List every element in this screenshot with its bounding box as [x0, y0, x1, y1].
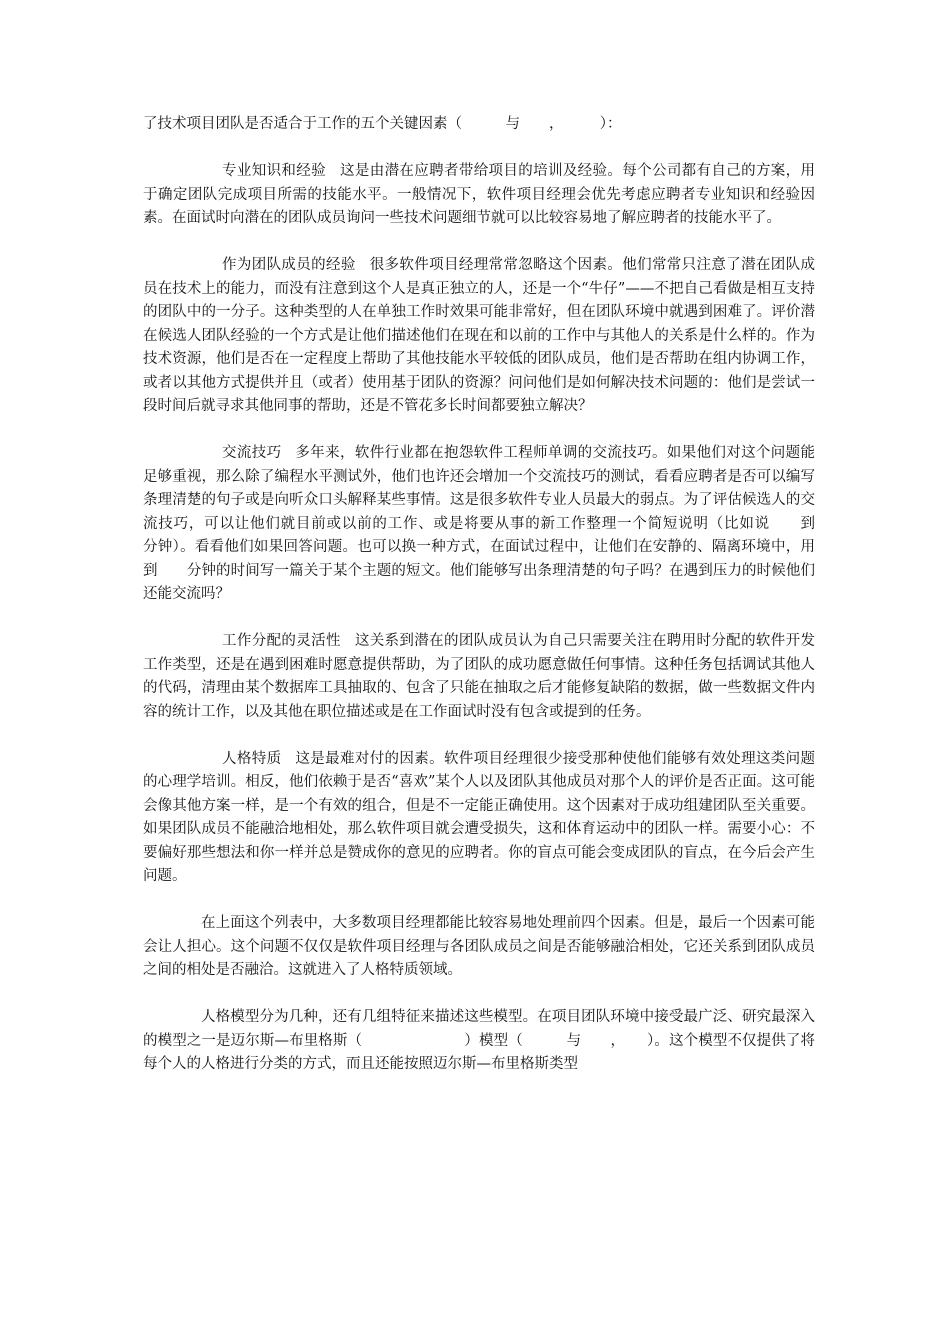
- factor-paragraph-personality: [143, 748, 815, 889]
- factor-paragraph-expertise: [143, 160, 815, 231]
- factor-text: 很多软件项目经理常常忽略这个因素。他们常常只注意了潜在团队成员在技术上的能力，而没有注意到这个人是真正独立的人，还是一个“牛仔”——不把自己看做是相互支持的团队中的一分子。这种类型的人在单独工作时效果可能非常好，但在团队环境中就遇到困难了。评价潜在候选人团队经验的一个方式是让他们描述他们在现在和以前的工作中与其他人的关系是什么样的。作为技术资源，他们是否在一定程度上帮助了其他技能水平较低的团队成员，他们是否帮助在组内协调工作，或者以其他方式提供并且（或者）使用基于团队的资源？问问他们是如何解决技术问题的：他们是尝试一段时间后就寻求其他同事的帮助，还是不管花多长时间都要独立解决？: [143, 257, 816, 414]
- factor-term: 交流技巧: [222, 445, 282, 461]
- factor-text: 这是最难对付的因素。软件项目经理很少接受那种使他们能够有效处理这类问题的心理学培训。相反，他们依赖于是否“喜欢”某个人以及团队其他成员对那个人的评价是否正面。这可能会像其他方案一样，是一个有效的组合，但是不一定能正确使用。这个因素对于成功组建团队至关重要。如果团队成员不能融洽地相处，那么软件项目就会遭受损失，这和体育运动中的团队一样。需要小心：不要偏好那些想法和你一样并总是赞成你的意见的应聘者。你的盲点可能会变成团队的盲点，在今后会产生问题。: [143, 750, 815, 884]
- factor-text: 多年来，软件行业都在抱怨软件工程师单调的交流技巧。如果他们对这个问题能足够重视，那么除了编程水平测试外，他们也许还会增加一个交流技巧的测试，看看应聘者是否可以编写条理清楚的句子或是向听众口头解释某些事情。这是很多软件专业人员最大的弱点。为了评估候选人的交流技巧，可以让他们就目前或以前的工作、或是将要从事的新工作整理一个简短说明（比如说 到 分钟）。看看他们如果回答问题。也可以换一种方式，在面试过程中，让他们在安静的、隔离环境中，用 到 分钟的时间写一篇关于某个主题的短文。他们能够写出条理清楚的句子吗？在遇到压力的时候他们还能交流吗？: [143, 445, 844, 602]
- closing-paragraph: 人格模型分为几种，还有几组特征来描述这些模型。在项目团队环境中接受最广泛、研究最深入的模型之一是迈尔斯—布里格斯（ ）模型（ 与 ， ）。这个模型不仅提供了将每个人的人格进行分类的方式，而且还能按照迈尔斯—布里格斯类型: [143, 1009, 815, 1072]
- document-body: [143, 113, 844, 1100]
- factor-paragraph-communication: [143, 442, 844, 607]
- factor-term: 人格特质: [222, 750, 282, 767]
- factor-text: 这是由潜在应聘者带给项目的培训及经验。每个公司都有自己的方案，用于确定团队完成项目所需的技能水平。一般情况下，软件项目经理会优先考虑应聘者专业知识和经验因素。在面试时向潜在的团队成员询问一些技术问题细节就可以比较容易地了解应聘者的技能水平了。: [143, 163, 816, 226]
- intro-paragraph: 了技术项目团队是否适合于工作的五个关键因素（ 与 ， ）：: [143, 116, 622, 132]
- factor-term: 专业知识和经验: [222, 163, 326, 179]
- factor-term: 作为团队成员的经验: [222, 257, 356, 273]
- factor-paragraph-flexibility: [143, 630, 815, 724]
- factor-text: 这关系到潜在的团队成员认为自己只需要关注在聘用时分配的软件开发工作类型，还是在遇到困难时愿意提供帮助，为了团队的成功愿意做任何事情。这种任务包括调试其他人的代码，清理由某个数据库工具抽取的、包含了只能在抽取之后才能修复缺陷的数据，做一些数据文件内容的统计工作，以及其他在职位描述或是在工作面试时没有包含或提到的任务。: [143, 633, 815, 720]
- factor-paragraph-team-experience: [143, 254, 815, 419]
- factor-term: 工作分配的灵活性: [222, 633, 341, 649]
- summary-paragraph: 在上面这个列表中，大多数项目经理都能比较容易地处理前四个因素。但是，最后一个因素可能会让人担心。这个问题不仅仅是软件项目经理与各团队成员之间是否能够融洽相处，它还关系到团队成员之间的相处是否融洽。这就进入了人格特质领域。: [143, 915, 815, 978]
